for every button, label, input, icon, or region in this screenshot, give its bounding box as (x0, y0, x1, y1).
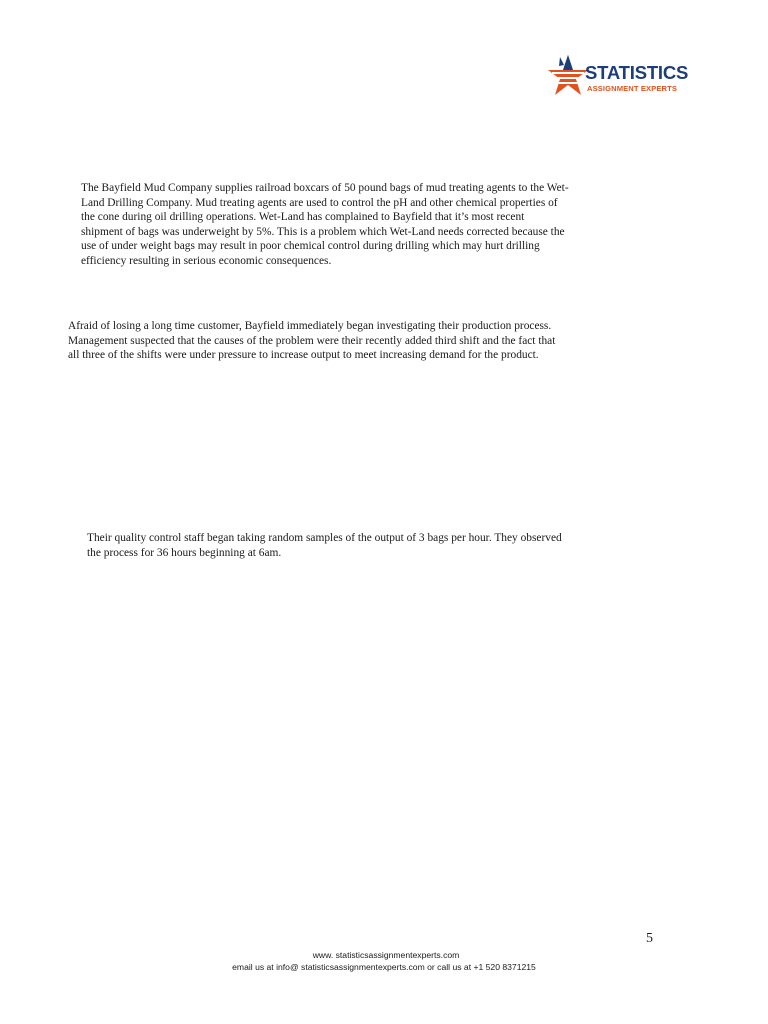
page-number: 5 (646, 931, 653, 946)
logo-title: STATISTICS (585, 62, 689, 83)
text-line: all three of the shifts were under pressure to increase output to meet increasing demand for the product. (68, 349, 539, 362)
text-line: Land Drilling Company. Mud treating agents are used to control the pH and other chemical properties of (81, 196, 558, 209)
text-line: shipment of bags was underweight by 5%. This is a problem which Wet-Land needs corrected because the (81, 225, 565, 238)
text-line: the process for 36 hours beginning at 6am. (87, 546, 282, 559)
text-line: the cone during oil drilling operations. Wet-Land has complained to Bayfield that it’s most recent (81, 211, 525, 224)
text-line: use of under weight bags may result in poor chemical control during drilling which may hurt drilling (81, 240, 540, 253)
footer-contact: email us at info@ statisticsassignmentexperts.com or call us at +1 520 8371215 (232, 962, 536, 972)
text-line: Management suspected that the causes of the problem were their recently added third shift and the fact that (68, 334, 556, 347)
company-logo (545, 52, 695, 102)
text-line: efficiency resulting in serious economic consequences. (81, 254, 332, 267)
paragraph-investigation (68, 319, 555, 363)
paragraph-sampling (87, 531, 562, 560)
star-icon (547, 52, 589, 100)
text-line: Their quality control staff began taking random samples of the output of 3 bags per hour. They observed (87, 532, 562, 544)
logo-subtitle: ASSIGNMENT EXPERTS (587, 84, 677, 93)
footer-website: www. statisticsassignmentexperts.com (312, 950, 460, 960)
text-line: The Bayfield Mud Company supplies railroad boxcars of 50 pound bags of mud treating agents to the Wet- (81, 182, 569, 194)
paragraph-intro (81, 181, 569, 269)
text-line: Afraid of losing a long time customer, Bayfield immediately began investigating their production process. (68, 320, 552, 332)
